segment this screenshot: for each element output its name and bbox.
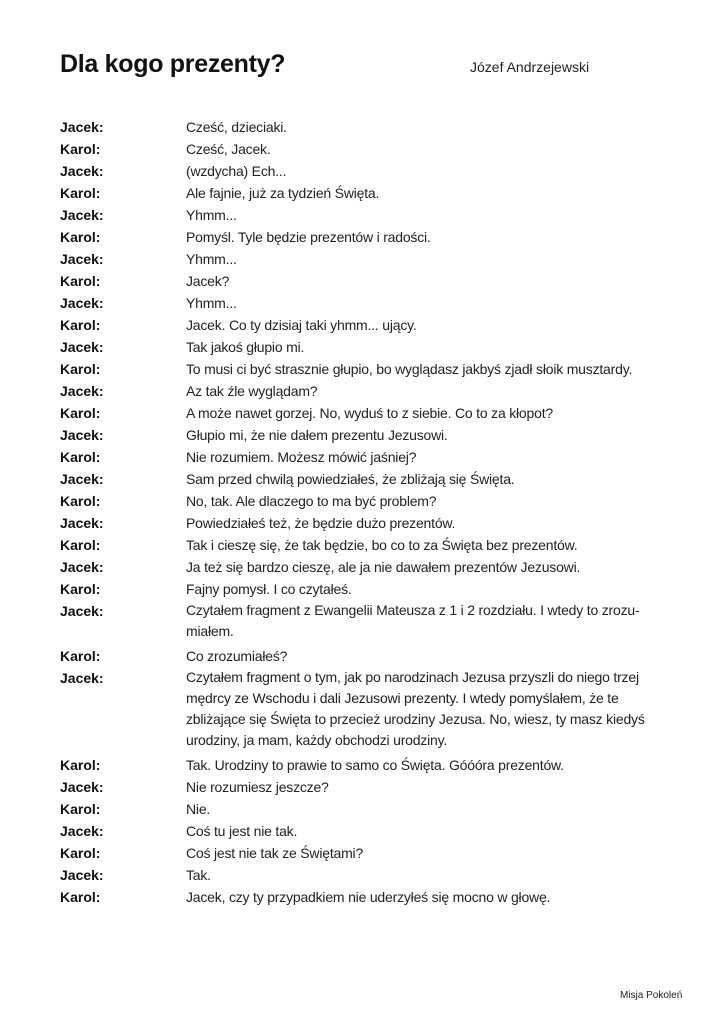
speaker-name: Karol: — [60, 801, 101, 817]
dialogue-text: Jacek. Co ty dzisiaj taki yhmm... ujący. — [186, 317, 417, 333]
dialogue-line — [60, 204, 680, 226]
dialogue-line — [60, 490, 680, 512]
dialogue-text: Jacek? — [186, 273, 230, 289]
speaker-name: Jacek: — [60, 119, 104, 135]
dialogue-text: (wzdycha) Ech... — [186, 163, 287, 179]
speaker-name: Jacek: — [60, 867, 104, 883]
speaker-name: Jacek: — [60, 251, 104, 267]
dialogue-text: Yhmm... — [186, 295, 237, 311]
speaker-name: Karol: — [60, 317, 101, 333]
dialogue-text: Tak. Urodziny to prawie to samo co Święta. Góóóra prezentów. — [186, 757, 564, 773]
dialogue-line — [60, 248, 680, 270]
dialogue-text: To musi ci być strasznie głupio, bo wyglądasz jakbyś zjadł słoik musztardy. — [186, 361, 633, 377]
speaker-name: Jacek: — [60, 471, 104, 487]
dialogue-line — [60, 886, 680, 908]
dialogue-text: Nie. — [186, 801, 211, 817]
dialogue-line — [60, 512, 680, 534]
speaker-name: Jacek: — [60, 603, 104, 619]
speaker-name: Karol: — [60, 141, 101, 157]
dialogue-text: Nie rozumiem. Możesz mówić jaśniej? — [186, 449, 417, 465]
dialogue-line — [60, 842, 680, 864]
speaker-name: Karol: — [60, 229, 101, 245]
dialogue-text: Głupio mi, że nie dałem prezentu Jezusowi. — [186, 427, 448, 443]
dialogue-text: Tak. — [186, 867, 211, 883]
dialogue-line — [60, 226, 680, 248]
dialogue-text: Fajny pomysł. I co czytałeś. — [186, 581, 352, 597]
speaker-name: Jacek: — [60, 339, 104, 355]
speaker-name: Jacek: — [60, 427, 104, 443]
dialogue-text: Cześć, Jacek. — [186, 141, 271, 157]
speaker-name: Jacek: — [60, 515, 104, 531]
speaker-name: Karol: — [60, 648, 101, 664]
speaker-name: Jacek: — [60, 383, 104, 399]
dialogue-line — [60, 820, 680, 842]
speaker-name: Jacek: — [60, 779, 104, 795]
author-name: Józef Andrzejewski — [470, 59, 590, 75]
dialogue-line — [60, 864, 680, 886]
page-title: Dla kogo prezenty? — [60, 50, 286, 78]
dialogue-text: Coś jest nie tak ze Świętami? — [186, 845, 364, 861]
dialogue-line — [60, 468, 680, 490]
dialogue-text: Coś tu jest nie tak. — [186, 823, 298, 839]
dialogue-text: Pomyśl. Tyle będzie prezentów i radości. — [186, 229, 431, 245]
dialogue-text: Ja też się bardzo cieszę, ale ja nie dawałem prezentów Jezusowi. — [186, 559, 581, 575]
dialogue-line — [60, 600, 680, 642]
dialogue-text: Czytałem fragment o tym, jak po narodzinach Jezusa przyszli do niego trzej mędrcy ze Wschodu i dali Jezusowi prezenty. I wtedy pomyślałem, że te zbliżające się Święta to przecież urodziny Jezusa. No, wiesz, ty masz kiedyś urodziny, ja mam, każdy obchodzi urodziny. — [186, 669, 645, 748]
dialogue-text: Powiedziałeś też, że będzie dużo prezentów. — [186, 515, 456, 531]
dialogue-line — [60, 556, 680, 578]
dialogue-text: Tak i cieszę się, że tak będzie, bo co to za Święta bez prezentów. — [186, 537, 578, 553]
dialogue-line — [60, 182, 680, 204]
dialogue-line — [60, 138, 680, 160]
dialogue-text: Cześć, dzieciaki. — [186, 119, 287, 135]
speaker-name: Jacek: — [60, 207, 104, 223]
dialogue-line — [60, 534, 680, 556]
dialogue-line — [60, 160, 680, 182]
speaker-name: Karol: — [60, 889, 101, 905]
dialogue-line — [60, 336, 680, 358]
dialogue-text: Sam przed chwilą powiedziałeś, że zbliżają się Święta. — [186, 471, 515, 487]
speaker-name: Jacek: — [60, 559, 104, 575]
dialogue-text: No, tak. Ale dlaczego to ma być problem? — [186, 493, 437, 509]
dialogue-line — [60, 116, 680, 138]
speaker-name: Karol: — [60, 449, 101, 465]
speaker-name: Karol: — [60, 757, 101, 773]
dialogue-text: Ale fajnie, już za tydzień Święta. — [186, 185, 380, 201]
dialogue-text: Nie rozumiesz jeszcze? — [186, 779, 329, 795]
dialogue-text: A może nawet gorzej. No, wyduś to z siebie. Co to za kłopot? — [186, 405, 553, 421]
dialogue-line — [60, 424, 680, 446]
dialogue-line — [60, 270, 680, 292]
dialogue-line — [60, 314, 680, 336]
speaker-name: Karol: — [60, 845, 101, 861]
speaker-name: Karol: — [60, 185, 101, 201]
dialogue-text: Az tak źle wyglądam? — [186, 383, 318, 399]
dialogue-list — [60, 116, 680, 908]
dialogue-line — [60, 292, 680, 314]
dialogue-line — [60, 798, 680, 820]
speaker-name: Karol: — [60, 537, 101, 553]
speaker-name: Karol: — [60, 405, 101, 421]
dialogue-line — [60, 776, 680, 798]
dialogue-line — [60, 667, 680, 751]
dialogue-line — [60, 380, 680, 402]
dialogue-line — [60, 754, 680, 776]
dialogue-line — [60, 358, 680, 380]
speaker-name: Jacek: — [60, 823, 104, 839]
speaker-name: Jacek: — [60, 670, 104, 686]
speaker-name: Jacek: — [60, 295, 104, 311]
dialogue-text: Yhmm... — [186, 251, 237, 267]
dialogue-text: Co zrozumiałeś? — [186, 648, 288, 664]
speaker-name: Jacek: — [60, 163, 104, 179]
dialogue-text: Czytałem fragment z Ewangelii Mateusza z 1 i 2 rozdziału. I wtedy to zrozu-miałem. — [186, 602, 640, 639]
speaker-name: Karol: — [60, 361, 101, 377]
dialogue-line — [60, 402, 680, 424]
dialogue-text: Jacek, czy ty przypadkiem nie uderzyłeś się mocno w głowę. — [186, 889, 551, 905]
dialogue-line — [60, 446, 680, 468]
dialogue-text: Tak jakoś głupio mi. — [186, 339, 305, 355]
speaker-name: Karol: — [60, 493, 101, 509]
dialogue-line — [60, 645, 680, 667]
footer-source: Misja Pokoleń — [620, 990, 683, 1001]
speaker-name: Karol: — [60, 273, 101, 289]
speaker-name: Karol: — [60, 581, 101, 597]
dialogue-line — [60, 578, 680, 600]
dialogue-text: Yhmm... — [186, 207, 237, 223]
